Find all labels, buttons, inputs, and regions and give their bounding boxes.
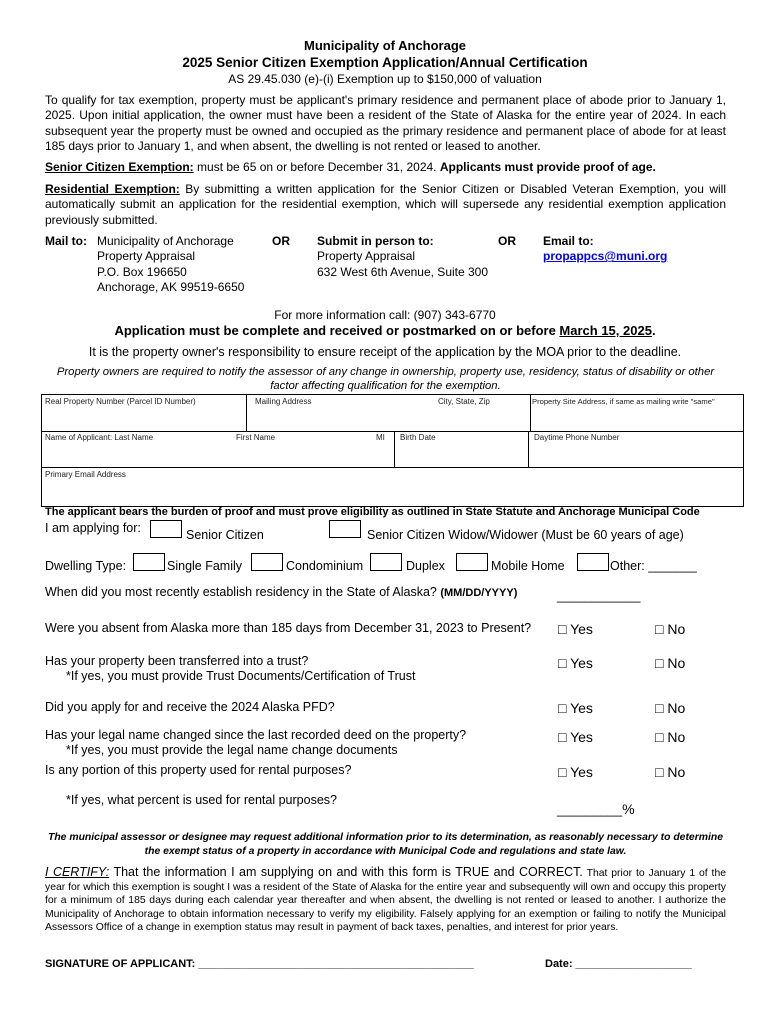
senior-citizen-checkbox[interactable] — [150, 520, 182, 538]
in-person-label: Submit in person to: — [317, 234, 434, 248]
applying-for-label: I am applying for: — [45, 521, 141, 535]
email-field[interactable]: Primary Email Address — [45, 470, 126, 479]
duplex-checkbox[interactable] — [370, 553, 402, 571]
no-checkbox[interactable]: □ No — [655, 700, 686, 716]
city-state-zip-field[interactable]: City, State, Zip — [438, 397, 490, 406]
mail-line: Municipality of Anchorage — [97, 234, 234, 248]
phone-field[interactable]: Daytime Phone Number — [534, 433, 620, 442]
percent-sign: % — [622, 801, 635, 817]
yes-checkbox[interactable]: □ Yes — [558, 655, 593, 671]
form-title: 2025 Senior Citizen Exemption Application/Annual Certification — [182, 55, 588, 70]
mobile-home-checkbox[interactable] — [456, 553, 488, 571]
residency-question — [45, 585, 517, 599]
intro-paragraph: To qualify for tax exemption, property must be applicant's primary residence and permanent place of abode prior to January 1, 2025. Upon initial application, the owner must have been a resident of the State of Alaska for the entire year of 2024. In each subsequent year the property must be owned and occupied as the primary residence and permanent place of abode for at least 185 days prior to January 1, and when absent, the dwelling is not rented or leased to another. — [45, 93, 726, 153]
condominium-checkbox[interactable] — [251, 553, 283, 571]
burden-of-proof: The applicant bears the burden of proof and must prove eligibility as outlined in State Statute and Anchorage Municipal Code — [45, 506, 700, 518]
widow-option: Senior Citizen Widow/Widower (Must be 60 years of age) — [367, 528, 684, 542]
form-org-title: Municipality of Anchorage — [303, 38, 467, 53]
middle-initial-field[interactable]: MI — [376, 433, 385, 442]
residency-question-text: When did you most recently establish residency in the State of Alaska? — [45, 585, 441, 599]
certify-lead: That the information I am supplying on and with this form is TRUE and CORRECT. — [109, 865, 583, 879]
question-trust-note: *If yes, you must provide Trust Documents/Certification of Trust — [66, 669, 416, 683]
no-checkbox[interactable]: □ No — [655, 764, 686, 780]
senior-exemption-paragraph — [45, 160, 726, 174]
single-family-checkbox[interactable] — [133, 553, 165, 571]
info-phone: For more information call: (907) 343-6770 — [274, 308, 496, 322]
question-trust: Has your property been transferred into a trust? — [45, 654, 309, 668]
senior-exemption-text: must be 65 on or before December 31, 2024. — [193, 160, 440, 174]
no-checkbox[interactable]: □ No — [655, 655, 686, 671]
certify-label: I CERTIFY: — [45, 865, 110, 879]
email-link[interactable]: propappcs@muni.org — [543, 249, 668, 264]
rental-percent-input[interactable] — [557, 801, 635, 817]
signature-line[interactable]: SIGNATURE OF APPLICANT: _____________________________________________ — [45, 958, 474, 970]
question-rental: Is any portion of this property used for rental purposes? — [45, 763, 352, 777]
senior-exemption-label: Senior Citizen Exemption: — [45, 160, 194, 174]
mail-address — [97, 234, 244, 295]
deadline-notice — [0, 323, 770, 338]
form-statute: AS 29.45.030 (e)-(i) Exemption up to $150,000 of valuation — [228, 72, 542, 86]
mail-line: Property Appraisal — [97, 249, 196, 264]
yes-checkbox[interactable]: □ Yes — [558, 729, 593, 745]
rental-percent-question: *If yes, what percent is used for rental purposes? — [66, 793, 337, 807]
divider — [528, 431, 529, 467]
signature-date-line[interactable]: Date: ___________________ — [545, 958, 692, 970]
parcel-field[interactable]: Real Property Number (Parcel ID Number) — [45, 397, 196, 406]
yes-checkbox[interactable]: □ Yes — [558, 764, 593, 780]
question-pfd: Did you apply for and receive the 2024 Alaska PFD? — [45, 700, 335, 714]
residential-exemption-label: Residential Exemption: — [45, 182, 180, 196]
residential-exemption-paragraph — [45, 182, 726, 228]
single-family-option: Single Family — [167, 559, 243, 573]
senior-exemption-proof: Applicants must provide proof of age. — [439, 160, 656, 174]
no-checkbox[interactable]: □ No — [655, 729, 686, 745]
deadline-date: March 15, 2025 — [559, 323, 652, 338]
residency-format: (MM/DD/YYYY) — [440, 587, 518, 599]
certify-body: That prior to January 1 of the year for which this exemption is sought I was a resident of the State of Alaska for the entire year and subsequently will own and occupy this property for a minimum of 185 days during each calendar year thereafter and when absent, the dwelling is not rented or leased to another. I authorize the Municipality of Anchorage to obtain information necessary to verify my eligibility. Falsely applying for an exemption or failing to notify the Municipal Assessors Office of a change in exemption status may result in payment of back taxes, penalties, and interest for prior years. — [45, 868, 726, 933]
mail-line: P.O. Box 196650 — [97, 264, 187, 279]
condominium-option: Condominium — [286, 559, 364, 573]
divider — [394, 431, 395, 467]
divider — [246, 395, 247, 431]
or-separator: OR — [498, 234, 516, 248]
email-label: Email to: — [543, 234, 594, 248]
mobile-home-option: Mobile Home — [491, 559, 565, 573]
yes-checkbox[interactable]: □ Yes — [558, 621, 593, 637]
other-checkbox[interactable] — [577, 553, 609, 571]
notify-notice: Property owners are required to notify the assessor of any change in ownership, property use, residency, status of disability or other factor affecting qualification for the exemption. — [56, 366, 715, 392]
deadline-end: . — [651, 323, 656, 338]
rental-percent-blank[interactable]: _________ — [557, 802, 623, 817]
certification-paragraph — [45, 866, 726, 935]
site-address-field[interactable]: Property Site Address, if same as mailing write "same" — [532, 397, 715, 406]
question-name-change-note: *If yes, you must provide the legal name change documents — [66, 743, 398, 757]
residency-date-input[interactable]: ____________ — [557, 589, 641, 603]
other-option[interactable]: Other: _______ — [610, 559, 697, 573]
widow-checkbox[interactable] — [329, 520, 361, 538]
mailing-address-field[interactable]: Mailing Address — [255, 397, 312, 406]
question-absent: Were you absent from Alaska more than 185 days from December 31, 2023 to Present? — [45, 621, 532, 635]
mail-line: Anchorage, AK 99519-6650 — [97, 279, 245, 294]
senior-citizen-option: Senior Citizen — [186, 528, 264, 542]
last-name-field[interactable]: Name of Applicant: Last Name — [45, 433, 154, 442]
mail-to-label: Mail to: — [45, 234, 87, 248]
no-checkbox[interactable]: □ No — [655, 621, 686, 637]
or-separator: OR — [272, 234, 290, 248]
applicant-info-table — [41, 394, 744, 507]
in-person-address — [317, 234, 488, 280]
divider — [530, 395, 531, 431]
question-name-change: Has your legal name changed since the last recorded deed on the property? — [45, 728, 467, 742]
responsibility-notice: It is the property owner's responsibility to ensure receipt of the application by the MOA prior to the deadline. — [88, 345, 682, 359]
residential-exemption-text: By submitting a written application for the Senior Citizen or Disabled Veteran Exemption, you will automatically submit an application for the residential exemption, which will supersede any residential exemption application previously submitted. — [45, 182, 726, 227]
birth-date-field[interactable]: Birth Date — [400, 433, 436, 442]
first-name-field[interactable]: First Name — [236, 433, 276, 442]
deadline-text: Application must be complete and received or postmarked on or before — [114, 323, 560, 338]
applying-for-row — [45, 521, 141, 535]
duplex-option: Duplex — [406, 559, 445, 573]
in-person-line: Property Appraisal — [317, 249, 416, 264]
in-person-line: 632 West 6th Avenue, Suite 300 — [317, 264, 489, 279]
email-block — [543, 234, 667, 265]
yes-checkbox[interactable]: □ Yes — [558, 700, 593, 716]
assessor-note: The municipal assessor or designee may request additional information prior to its determination, as reasonably necessary to determine the exempt status of a property in accordance with Municipal Code and regulations and state law. — [47, 832, 723, 857]
dwelling-type-label: Dwelling Type: — [45, 559, 127, 573]
